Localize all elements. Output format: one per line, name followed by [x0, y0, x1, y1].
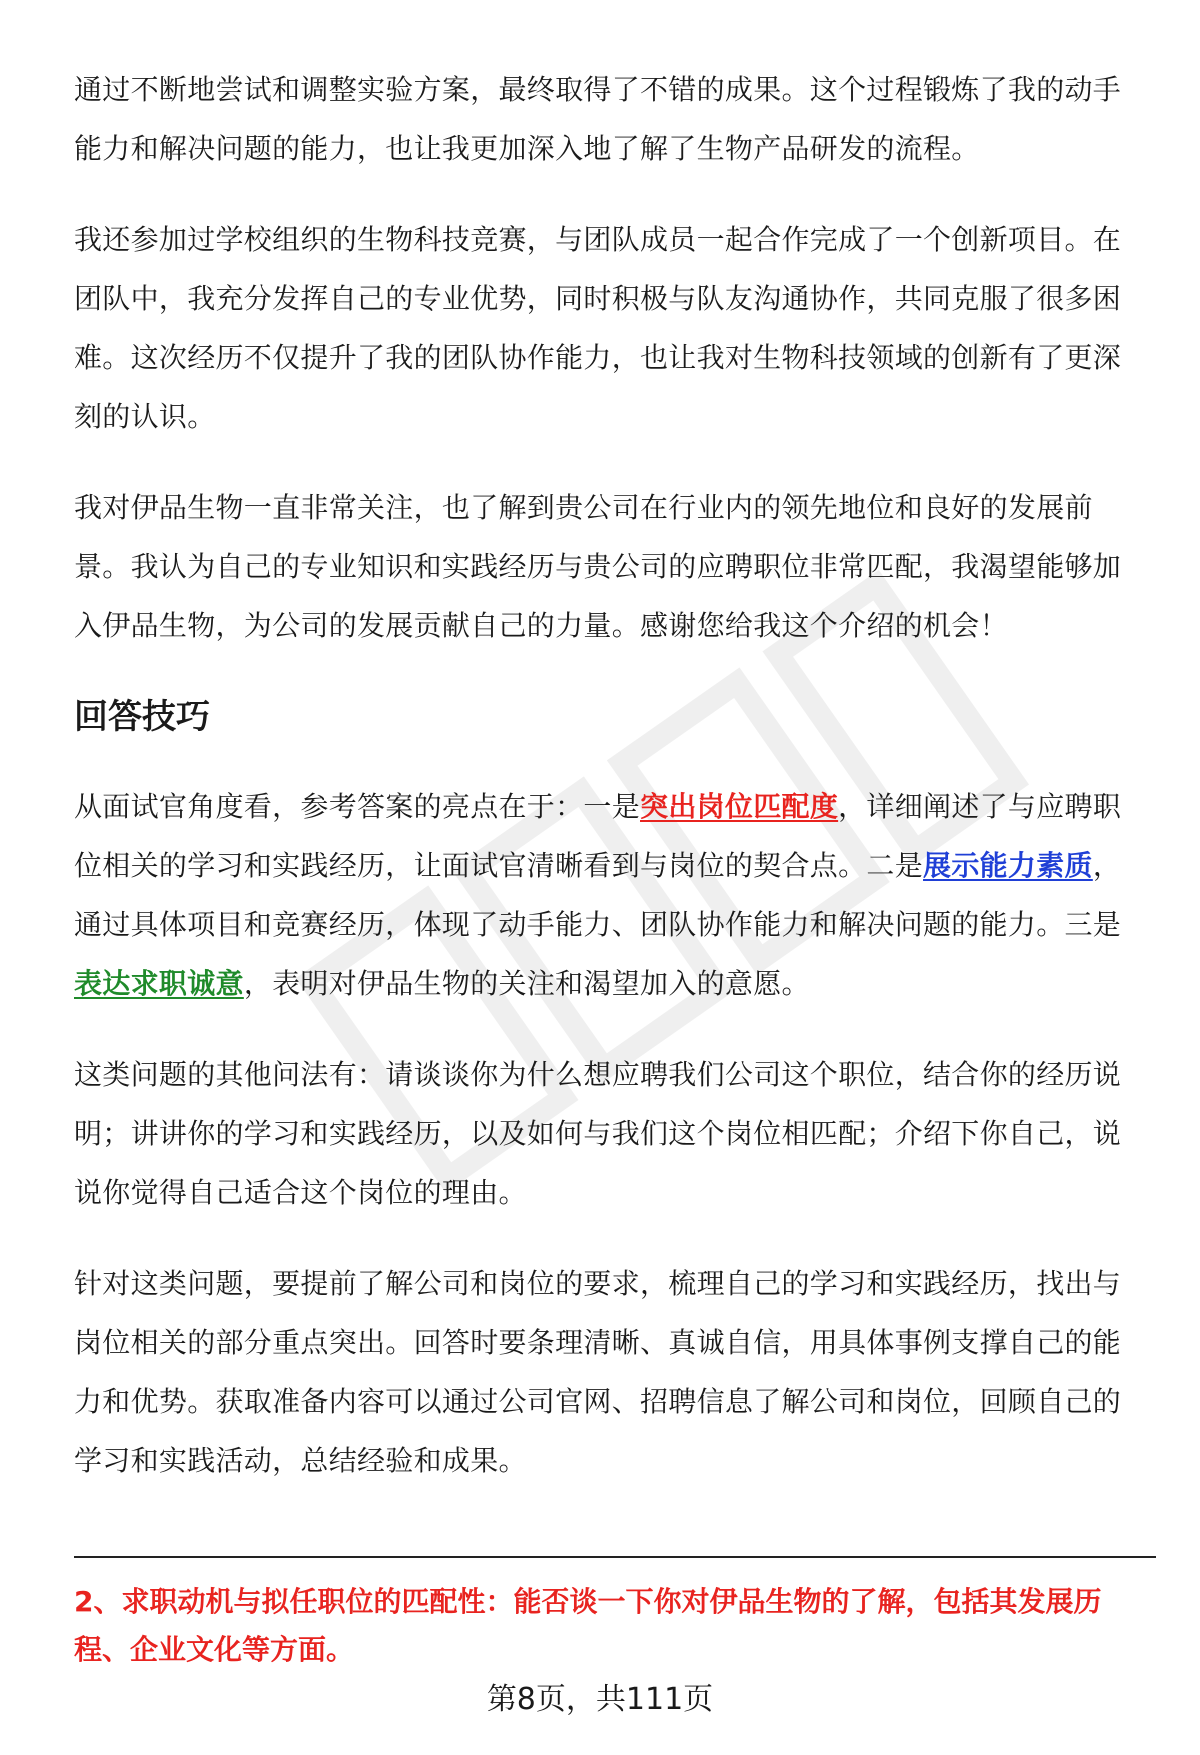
- next-question: 2、求职动机与拟任职位的匹配性：能否谈一下你对伊品生物的了解，包括其发展历程、企业文化等方面。: [74, 1585, 1102, 1666]
- tips-text-3: ，通过具体项目和竞赛经历，体现了动手能力、团队协作能力和解决问题的能力。三是: [74, 849, 1122, 941]
- highlight-job-match: 突出岗位匹配度: [640, 790, 839, 823]
- paragraph-competition: 我还参加过学校组织的生物科技竞赛，与团队成员一起合作完成了一个创新项目。在团队中，我充分发挥自己的专业优势，同时积极与队友沟通协作，共同克服了很多困难。这次经历不仅提升了我的团队协作能力，也让我对生物科技领域的创新有了更深刻的认识。: [74, 223, 1122, 433]
- tips-text-4: ，表明对伊品生物的关注和渴望加入的意愿。: [243, 967, 810, 1000]
- paragraph-tips: [74, 777, 1144, 1013]
- paragraph-company-interest: 我对伊品生物一直非常关注，也了解到贵公司在行业内的领先地位和良好的发展前景。我认为自己的专业知识和实践经历与贵公司的应聘职位非常匹配，我渴望能够加入伊品生物，为公司的发展贡献自己的力量。感谢您给我这个介绍的机会！: [74, 491, 1122, 642]
- paragraph-advice: 针对这类问题，要提前了解公司和岗位的要求，梳理自己的学习和实践经历，找出与岗位相关的部分重点突出。回答时要条理清晰、真诚自信，用具体事例支撑自己的能力和优势。获取准备内容可以通过公司官网、招聘信息了解公司和岗位，回顾自己的学习和实践活动，总结经验和成果。: [74, 1267, 1122, 1477]
- paragraph-other-asks: 这类问题的其他问法有：请谈谈你为什么想应聘我们公司这个职位，结合你的经历说明；讲讲你的学习和实践经历，以及如何与我们这个岗位相匹配；介绍下你自己，说说你觉得自己适合这个岗位的理由。: [74, 1058, 1122, 1209]
- paragraph-experiment: 通过不断地尝试和调整实验方案，最终取得了不错的成果。这个过程锻炼了我的动手能力和解决问题的能力，也让我更加深入地了解了生物产品研发的流程。: [74, 73, 1122, 165]
- section-title: 回答技巧: [74, 697, 210, 737]
- page-number: 第8页，共111页: [486, 1682, 714, 1717]
- tips-text-2: ，详细阐述了与应聘职位相关的学习和实践经历，让面试官清晰看到与岗位的契合点。二是: [74, 790, 1122, 882]
- main-content: [74, 60, 1144, 1522]
- highlight-ability: 展示能力素质: [923, 849, 1093, 882]
- section-divider: [74, 1556, 1156, 1558]
- tips-text-1: 从面试官角度看，参考答案的亮点在于：一是: [74, 790, 641, 823]
- highlight-sincerity: 表达求职诚意: [74, 967, 244, 1000]
